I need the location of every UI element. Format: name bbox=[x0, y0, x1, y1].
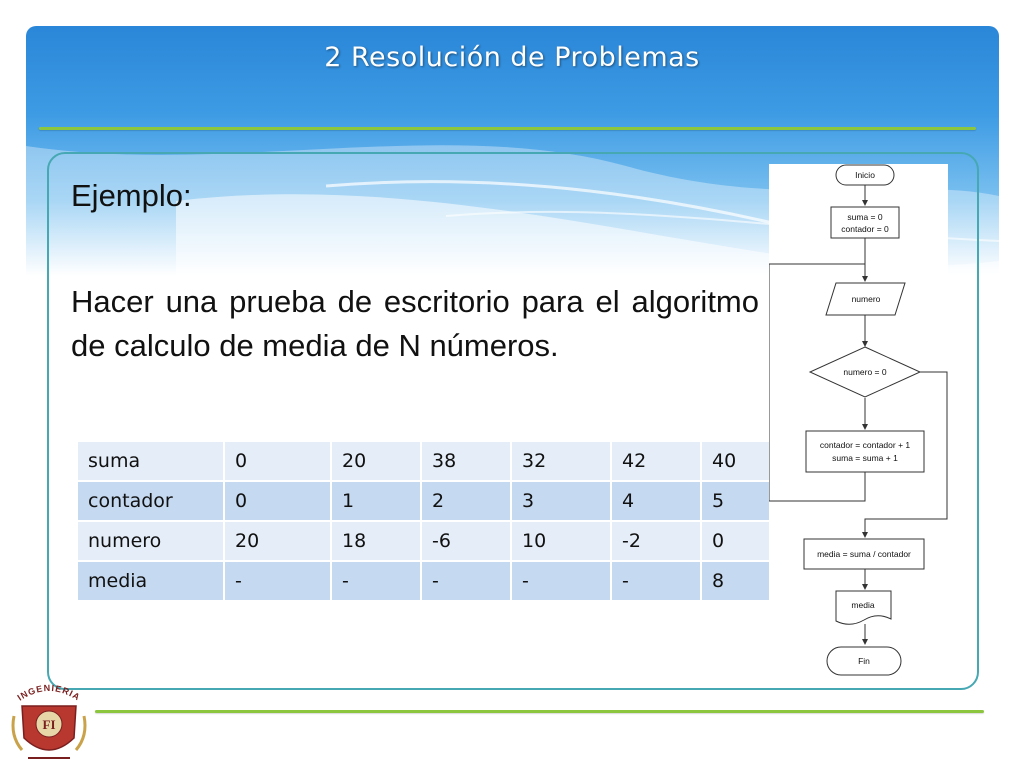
table-row bbox=[77, 561, 779, 601]
slide-title: 2 Resolución de Problemas bbox=[324, 42, 700, 73]
table-cell: - bbox=[611, 561, 701, 601]
example-heading: Ejemplo: bbox=[71, 178, 192, 213]
table-cell: 0 bbox=[224, 441, 331, 481]
table-cell: 38 bbox=[421, 441, 511, 481]
flowchart bbox=[769, 164, 948, 683]
table-cell: 20 bbox=[224, 521, 331, 561]
footer-divider bbox=[95, 710, 984, 713]
table-row-label: suma bbox=[77, 441, 224, 481]
table-cell: 40 bbox=[701, 441, 779, 481]
table-row bbox=[77, 521, 779, 561]
title-divider bbox=[39, 127, 976, 130]
table-cell: 0 bbox=[224, 481, 331, 521]
flowchart-diagram bbox=[769, 164, 948, 683]
table-cell: -6 bbox=[421, 521, 511, 561]
table-cell: 1 bbox=[331, 481, 421, 521]
table-cell: 2 bbox=[421, 481, 511, 521]
compute-label: media = suma / contador bbox=[817, 549, 911, 559]
input-label: numero bbox=[851, 294, 881, 304]
update-process-box bbox=[806, 431, 924, 472]
table-cell: - bbox=[421, 561, 511, 601]
table-cell: 42 bbox=[611, 441, 701, 481]
table-cell: 10 bbox=[511, 521, 611, 561]
table-cell: 4 bbox=[611, 481, 701, 521]
table-cell: 20 bbox=[331, 441, 421, 481]
table-cell: 32 bbox=[511, 441, 611, 481]
table-cell: - bbox=[224, 561, 331, 601]
update-label-2: suma = suma + 1 bbox=[832, 453, 898, 463]
table-cell: 8 bbox=[701, 561, 779, 601]
table-cell: 0 bbox=[701, 521, 779, 561]
table-row bbox=[77, 441, 779, 481]
table-cell: - bbox=[331, 561, 421, 601]
table-row bbox=[77, 481, 779, 521]
table-cell: - bbox=[511, 561, 611, 601]
output-label: media bbox=[851, 600, 875, 610]
svg-text:INGENIERIA bbox=[16, 683, 83, 703]
table-row-label: numero bbox=[77, 521, 224, 561]
table-cell: -2 bbox=[611, 521, 701, 561]
table-cell: 3 bbox=[511, 481, 611, 521]
faculty-seal-icon bbox=[8, 676, 90, 768]
condition-label: numero = 0 bbox=[843, 367, 887, 377]
init-label-2: contador = 0 bbox=[841, 224, 889, 234]
table-cell: 5 bbox=[701, 481, 779, 521]
table-row-label: media bbox=[77, 561, 224, 601]
svg-text:FI: FI bbox=[42, 717, 56, 732]
desk-check-table bbox=[76, 440, 780, 602]
problem-statement: Hacer una prueba de escritorio para el algoritmo de calculo de media de N números. bbox=[71, 284, 759, 363]
logo-text: INGENIERIA bbox=[15, 682, 83, 703]
start-label: Inicio bbox=[855, 170, 875, 180]
update-label-1: contador = contador + 1 bbox=[819, 440, 911, 450]
end-label: Fin bbox=[858, 656, 870, 666]
table-row-label: contador bbox=[77, 481, 224, 521]
init-label-1: suma = 0 bbox=[847, 212, 883, 222]
table-cell: 18 bbox=[331, 521, 421, 561]
